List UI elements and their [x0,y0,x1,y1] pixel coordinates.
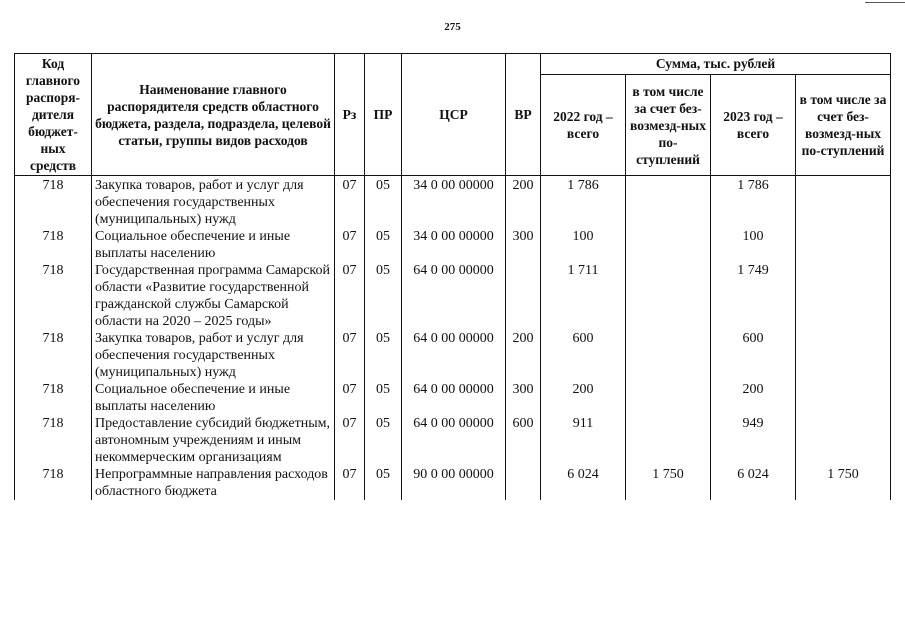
table-row [15,415,891,466]
cell-name: Государственная программа Самарской области «Развитие государственной гражданской службы Самарской области на 2020 – 2025 годы» [92,262,335,330]
cell-2023-free [796,176,891,229]
cell-code: 718 [15,176,92,229]
cell-name: Социальное обеспечение и иные выплаты населению [92,228,335,262]
cell-2023-total: 100 [711,228,796,262]
cell-rz: 07 [335,262,365,330]
cell-csr: 64 0 00 00000 [402,262,506,330]
table-row [15,466,891,500]
cell-2022-total: 1 786 [541,176,626,229]
header-sum: Сумма, тыс. рублей [541,54,891,75]
cell-2023-total: 200 [711,381,796,415]
table-row [15,330,891,381]
header-vr: ВР [506,54,541,176]
header-2023-free: в том числе за счет без-возмезд-ных по-ступлений [796,75,891,176]
cell-name: Закупка товаров, работ и услуг для обеспечения государственных (муниципальных) нужд [92,176,335,229]
cell-2022-total: 911 [541,415,626,466]
cell-2022-total: 1 711 [541,262,626,330]
cell-2022-total: 6 024 [541,466,626,500]
cell-rz: 07 [335,466,365,500]
cell-2022-free [626,228,711,262]
cell-vr: 300 [506,228,541,262]
header-csr: ЦСР [402,54,506,176]
cell-vr: 200 [506,330,541,381]
cell-pr: 05 [365,176,402,229]
cell-pr: 05 [365,415,402,466]
cell-csr: 34 0 00 00000 [402,228,506,262]
cell-csr: 90 0 00 00000 [402,466,506,500]
cell-2023-total: 1 786 [711,176,796,229]
cell-vr: 300 [506,381,541,415]
cell-2023-total: 949 [711,415,796,466]
cell-csr: 64 0 00 00000 [402,381,506,415]
cell-2022-free: 1 750 [626,466,711,500]
page-number: 275 [444,21,461,33]
cell-vr [506,262,541,330]
cell-2022-free [626,176,711,229]
table-header [15,54,891,176]
cell-code: 718 [15,381,92,415]
table-row [15,381,891,415]
cell-rz: 07 [335,330,365,381]
cell-2023-free: 1 750 [796,466,891,500]
header-2023-total: 2023 год – всего [711,75,796,176]
cell-2022-total: 600 [541,330,626,381]
cell-csr: 34 0 00 00000 [402,176,506,229]
cell-2022-total: 200 [541,381,626,415]
table-row [15,262,891,330]
cell-2023-total: 600 [711,330,796,381]
cell-name: Социальное обеспечение и иные выплаты населению [92,381,335,415]
cell-name: Закупка товаров, работ и услуг для обеспечения государственных (муниципальных) нужд [92,330,335,381]
cell-code: 718 [15,466,92,500]
cell-2022-free [626,381,711,415]
cell-rz: 07 [335,415,365,466]
cell-code: 718 [15,228,92,262]
cell-2023-free [796,330,891,381]
header-2022-free: в том числе за счет без-возмезд-ных по-ступлений [626,75,711,176]
cell-code: 718 [15,262,92,330]
cell-2023-free [796,381,891,415]
cell-vr: 600 [506,415,541,466]
cell-pr: 05 [365,228,402,262]
header-pr: ПР [365,54,402,176]
cell-2023-free [796,228,891,262]
cell-rz: 07 [335,228,365,262]
cell-pr: 05 [365,381,402,415]
cell-2022-free [626,330,711,381]
corner-rule [865,2,905,3]
header-name: Наименование главного распорядителя средств областного бюджета, раздела, подраздела, целевой статьи, группы видов расходов [92,54,335,176]
cell-csr: 64 0 00 00000 [402,415,506,466]
cell-2022-total: 100 [541,228,626,262]
header-rz: Рз [335,54,365,176]
cell-code: 718 [15,415,92,466]
cell-2022-free [626,262,711,330]
table-row [15,228,891,262]
cell-pr: 05 [365,262,402,330]
cell-name: Предоставление субсидий бюджетным, автономным учреждениям и иным некоммерческим организациям [92,415,335,466]
cell-2022-free [626,415,711,466]
cell-pr: 05 [365,330,402,381]
cell-rz: 07 [335,381,365,415]
table-body [15,176,891,501]
cell-vr [506,466,541,500]
cell-2023-total: 6 024 [711,466,796,500]
cell-pr: 05 [365,466,402,500]
cell-2023-free [796,262,891,330]
cell-rz: 07 [335,176,365,229]
cell-csr: 64 0 00 00000 [402,330,506,381]
cell-code: 718 [15,330,92,381]
cell-2023-free [796,415,891,466]
header-code: Код главного распоря-дителя бюджет-ных средств [15,54,92,176]
table-row [15,176,891,229]
cell-vr: 200 [506,176,541,229]
cell-name: Непрограммные направления расходов областного бюджета [92,466,335,500]
budget-table [14,53,891,500]
header-2022-total: 2022 год – всего [541,75,626,176]
cell-2023-total: 1 749 [711,262,796,330]
